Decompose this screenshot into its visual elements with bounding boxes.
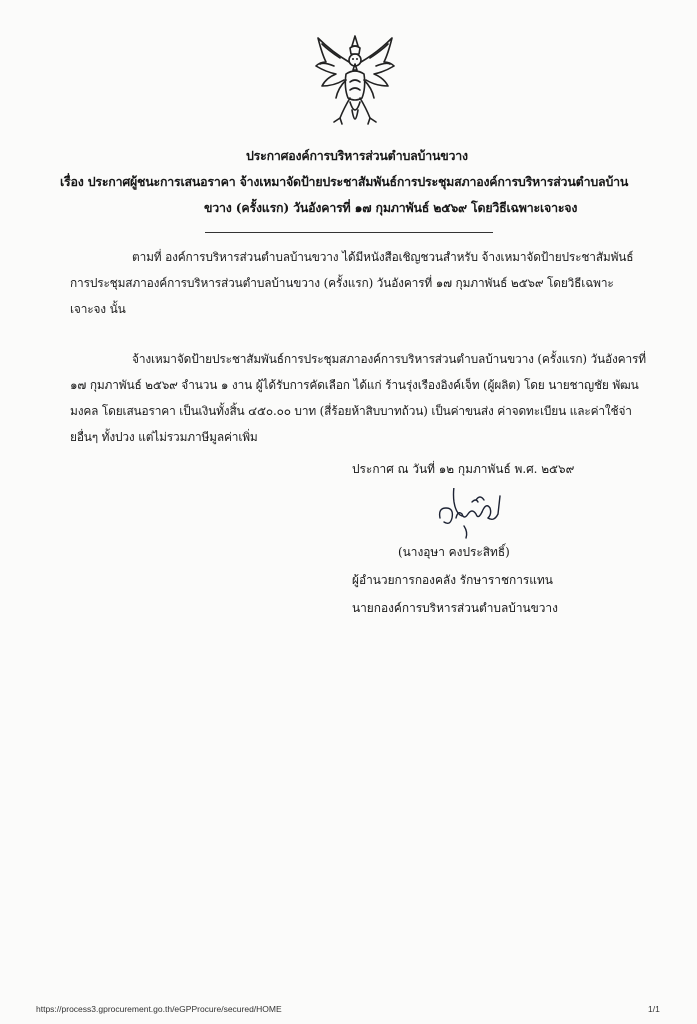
paragraph-1-line-3: เจาะจง นั้น xyxy=(70,302,126,316)
footer-url: https://process3.gprocurement.go.th/eGPProcure/secured/HOME xyxy=(36,1004,282,1014)
title-line-2: เรื่อง ประกาศผู้ชนะการเสนอราคา จ้างเหมาจัดป้ายประชาสัมพันธ์การประชุมสภาองค์การบริหารส่วนตำบลบ้าน xyxy=(60,174,629,189)
paragraph-2-line-2: ๑๗ กุมภาพันธ์ ๒๕๖๙ จำนวน ๑ งาน ผู้ได้รับการคัดเลือก ได้แก่ ร้านรุ่งเรืองอิงค์เจ็ท (ผู้ผลิต) โดย นายชาญชัย พัฒน xyxy=(70,378,639,392)
signer-position-1: ผู้อำนวยการกองคลัง รักษาราชการแทน xyxy=(352,573,553,587)
announcement-date: ประกาศ ณ วันที่ ๑๒ กุมภาพันธ์ พ.ศ. ๒๕๖๙ xyxy=(352,462,575,476)
signer-position-2: นายกองค์การบริหารส่วนตำบลบ้านขวาง xyxy=(352,601,558,615)
body-paragraph-2 xyxy=(70,346,660,450)
footer-page-number: 1/1 xyxy=(648,1004,660,1014)
paragraph-2-line-4: ยอื่นๆ ทั้งปวง แต่ไม่รวมภาษีมูลค่าเพิ่ม xyxy=(70,430,258,444)
paragraph-2-line-1: จ้างเหมาจัดป้ายประชาสัมพันธ์การประชุมสภาองค์การบริหารส่วนตำบลบ้านขวาง (ครั้งแรก) วันอังคารที่ xyxy=(132,352,646,366)
handwritten-signature xyxy=(436,488,516,540)
paragraph-2-line-3: มงคล โดยเสนอราคา เป็นเงินทั้งสิ้น ๔๕๐.๐๐ บาท (สี่ร้อยห้าสิบบาทถ้วน) เป็นค่าขนส่ง ค่าจดทะเบียน และค่าใช้จ่า xyxy=(70,404,632,418)
signer-name: (นางอุษา คงประสิทธิ์) xyxy=(398,545,510,559)
paragraph-1-line-2: การประชุมสภาองค์การบริหารส่วนตำบลบ้านขวาง (ครั้งแรก) วันอังคารที่ ๑๗ กุมภาพันธ์ ๒๕๖๙ โดยวิธีเฉพาะ xyxy=(70,276,614,290)
title-line-1: ประกาศองค์การบริหารส่วนตำบลบ้านขวาง xyxy=(246,148,468,163)
paragraph-1-line-1: ตามที่ องค์การบริหารส่วนตำบลบ้านขวาง ได้มีหนังสือเชิญชวนสำหรับ จ้างเหมาจัดป้ายประชาสัมพันธ์ xyxy=(132,250,634,264)
title-divider xyxy=(205,232,493,233)
garuda-emblem-icon xyxy=(312,32,398,132)
body-paragraph-1 xyxy=(70,244,660,322)
title-line-3: ขวาง (ครั้งแรก) วันอังคารที่ ๑๗ กุมภาพันธ์ ๒๕๖๙ โดยวิธีเฉพาะเจาะจง xyxy=(204,200,578,215)
